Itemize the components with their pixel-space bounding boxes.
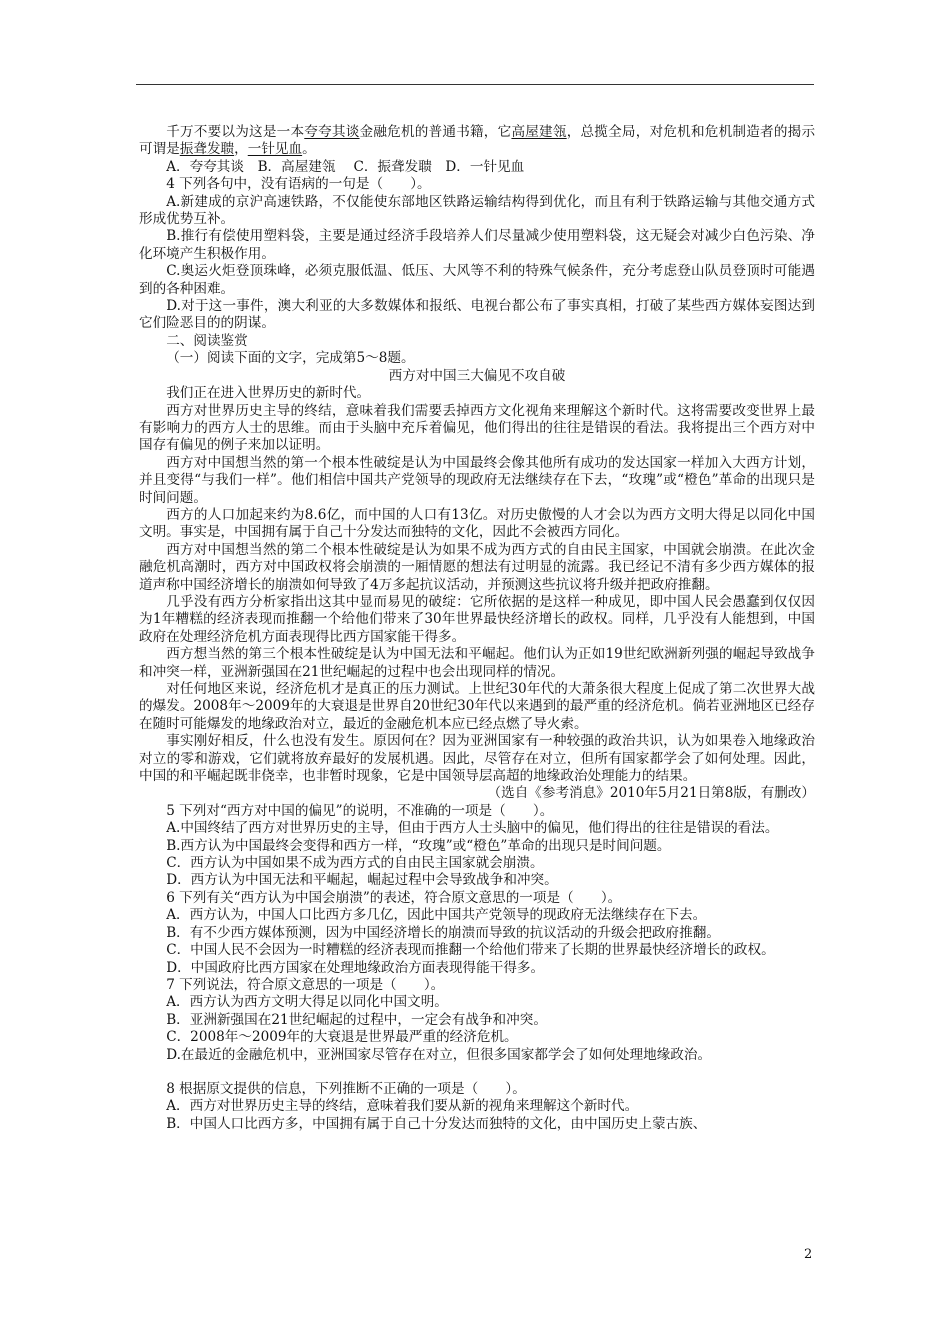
underlined-word-2: 高屋建瓴 bbox=[511, 124, 567, 140]
q3-sentence: 千万不要以为这是一本夸夸其谈金融危机的普通书籍，它高屋建瓴，总揽全局，对危机和危机制造者的揭示可谓是振聋发聩，一针见血。 bbox=[139, 124, 816, 158]
q7-option-a: A．西方认为西方文明大得足以同化中国文明。 bbox=[166, 994, 448, 1011]
article-paragraph: 对任何地区来说，经济危机才是真正的压力测试。上世纪30年代的大萧条很大程度上促成了第二次世界大战的爆发。2008年～2009年的大衰退是世界自20世纪30年代以来遇到的最严重的经济危机。倘若亚洲地区已经存在随时可能爆发的地缘政治对立，最近的金融危机本应已经点燃了导火索。 bbox=[139, 681, 815, 732]
article-paragraph: 我们正在进入世界历史的新时代。 bbox=[166, 385, 371, 402]
q4-stem: 4 下列各句中，没有语病的一句是（ ）。 bbox=[166, 176, 431, 193]
q4-option-a: A.新建成的京沪高速铁路，不仅能使东部地区铁路运输结构得到优化，而且有利于铁路运输与其他交通方式形成优势互补。 bbox=[139, 193, 815, 228]
q6-option-b: B．有不少西方媒体预测，因为中国经济增长的崩溃而导致的抗议活动的升级会把政府推翻。 bbox=[166, 924, 720, 941]
q8-option-b: B．中国人口比西方多，中国拥有属于自己十分发达而独特的文化，由中国历史上蒙古族、 bbox=[166, 1115, 707, 1132]
article-paragraph: 西方想当然的第三个根本性破绽是认为中国无法和平崛起。他们认为正如19世纪欧洲新列强的崛起导致战争和冲突一样，亚洲新强国在21世纪崛起的过程中也会出现同样的情况。 bbox=[139, 646, 815, 680]
article-source: （选自《参考消息》2010年5月21日第8版，有删改） bbox=[487, 785, 815, 802]
q7-stem: 7 下列说法，符合原文意思的一项是（ ）。 bbox=[166, 976, 445, 993]
q7-option-b: B．亚洲新强国在21世纪崛起的过程中，一定会有战争和冲突。 bbox=[166, 1011, 547, 1028]
q4-option-b: B.推行有偿使用塑料袋，主要是通过经济手段培养人们尽量减少使用塑料袋，这无疑会对减少白色污染、净化环境产生积极作用。 bbox=[139, 228, 815, 262]
q5-option-d: D．西方认为中国无法和平崛起，崛起过程中会导致战争和冲突。 bbox=[166, 872, 558, 889]
spacer bbox=[139, 1064, 815, 1081]
q5-option-c: C．西方认为中国如果不成为西方式的自由民主国家就会崩溃。 bbox=[166, 855, 544, 872]
q7-option-d: D.在最近的金融危机中，亚洲国家尽管存在对立，但很多国家都学会了如何处理地缘政治。 bbox=[166, 1046, 712, 1063]
article-paragraph: 西方对中国想当然的第二个根本性破绽是认为如果不成为西方式的自由民主国家，中国就会崩溃。在此次金融危机高潮时，西方对中国政权将会崩溃的一厢情愿的想法有过明显的流露。我已经记不清有多少西方媒体的报道声称中国经济增长的崩溃如何导致了4万多起抗议活动，并预测这些抗议将升级并把政府推翻。 bbox=[139, 541, 815, 593]
underlined-word-3: 振聋发聩 bbox=[179, 141, 235, 158]
section-heading: 二、阅读鉴赏 bbox=[166, 332, 248, 349]
document-body bbox=[139, 124, 815, 1133]
q5-option-b: B.西方认为中国最终会变得和西方一样，“玫瑰”或“橙色”革命的出现只是时间问题。 bbox=[166, 837, 671, 854]
underlined-word-4: 一针见血 bbox=[247, 141, 303, 158]
article-paragraph: 西方对世界历史主导的终结，意味着我们需要丢掉西方文化视角来理解这个新时代。这将需要改变世界上最有影响力的西方人士的思维。而由于头脑中充斥着偏见，他们得出的往往是错误的看法。我将提出三个西方对中国存有偏见的例子来加以证明。 bbox=[139, 402, 815, 454]
article-paragraph: 事实刚好相反，什么也没有发生。原因何在？因为亚洲国家有一种较强的政治共识，认为如果卷入地缘政治对立的零和游戏，它们就将放弃最好的发展机遇。因此，尽管存在对立，但所有国家都学会了如何处理。因此，中国的和平崛起既非侥幸，也非暂时现象，它是中国领导层高超的地缘政治处理能力的结果。 bbox=[139, 733, 815, 785]
q8-stem: 8 根据原文提供的信息，下列推断不正确的一项是（ ）。 bbox=[166, 1080, 526, 1097]
article-paragraph: 西方对中国想当然的第一个根本性破绽是认为中国最终会像其他所有成功的发达国家一样加入大西方计划，并且变得“与我们一样”。他们相信中国共产党领导的现政府无法继续存在下去，“玫瑰”或“橙色”革命的出现只是时间问题。 bbox=[139, 454, 815, 506]
q4-option-c: C.奥运火炬登顶珠峰，必须克服低温、低压、大风等不利的特殊气候条件，充分考虑登山队员登顶时可能遇到的各种困难。 bbox=[139, 263, 815, 297]
page-number: 2 bbox=[804, 1247, 813, 1262]
article-paragraph: 西方的人口加起来约为8.6亿，而中国的人口有13亿。对历史傲慢的人才会以为西方文明大得足以同化中国文明。事实是，中国拥有属于自己十分发达而独特的文化，因此不会被西方同化。 bbox=[139, 506, 815, 541]
underlined-word-1: 夸夸其谈 bbox=[304, 124, 360, 140]
article-paragraph: 几乎没有西方分析家指出这其中显而易见的破绽：它所依据的是这样一种成见，即中国人民会愚蠢到仅仅因为1年糟糕的经济表现而推翻一个给他们带来了30年世界最快经济增长的政权。同样，几乎没有人能想到，中国政府在处理经济危机方面表现得比西方国家能干得多。 bbox=[139, 593, 815, 645]
q3-options: A．夸夸其谈 B．高屋建瓴 C．振聋发聩 D．一针见血 bbox=[166, 158, 525, 175]
q4-option-d: D.对于这一事件，澳大利亚的大多数媒体和报纸、电视台都公布了事实真相，打破了某些西方媒体妄图达到它们险恶目的的阴谋。 bbox=[139, 298, 815, 332]
q6-option-c: C．中国人民不会因为一时糟糕的经济表现而推翻一个给他们带来了长期的世界最快经济增长的政权。 bbox=[166, 942, 775, 959]
q7-option-c: C．2008年～2009年的大衰退是世界最严重的经济危机。 bbox=[166, 1029, 518, 1046]
q8-option-a: A．西方对世界历史主导的终结，意味着我们要从新的视角来理解这个新时代。 bbox=[166, 1098, 639, 1115]
q6-option-d: D．中国政府比西方国家在处理地缘政治方面表现得能干得多。 bbox=[166, 959, 545, 976]
article-title: 西方对中国三大偏见不攻自破 bbox=[388, 367, 566, 384]
q6-option-a: A．西方认为，中国人口比西方多几亿，因此中国共产党领导的现政府无法继续存在下去。 bbox=[166, 907, 707, 924]
q5-stem: 5 下列对“西方对中国的偏见”的说明，不准确的一项是（ ）。 bbox=[166, 802, 554, 819]
q6-stem: 6 下列有关“西方认为中国会崩溃”的表述，符合原文意思的一项是（ ）。 bbox=[166, 889, 622, 906]
section-subheading: （一）阅读下面的文字，完成第5～8题。 bbox=[166, 350, 415, 367]
header-rule bbox=[136, 84, 814, 85]
q5-option-a: A.中国终结了西方对世界历史的主导，但由于西方人士头脑中的偏见，他们得出的往往是错误的看法。 bbox=[166, 820, 779, 837]
